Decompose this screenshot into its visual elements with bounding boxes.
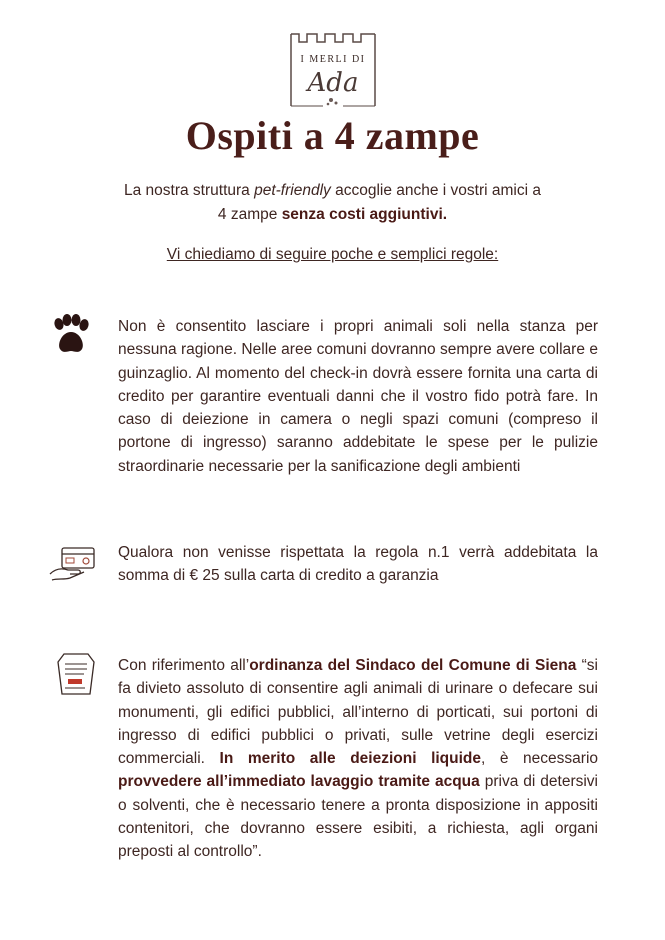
credit-card-hand-icon [48,544,98,589]
logo-brand-text: I MERLI DI [300,54,366,65]
intro-text: 4 zampe [217,206,282,223]
rule-3-bold: In merito alle deiezioni liquide [219,750,482,768]
rule-3-text [118,654,598,864]
paw-icon [48,314,92,361]
document-scroll-icon [54,650,98,703]
page-title: Ospiti a 4 zampe [185,113,480,158]
logo-script-text: Ada [307,68,359,98]
intro-italic: pet-friendly [254,182,331,199]
rule-3-bold: provvedere all’immediato lavaggio tramite acqua [118,773,480,791]
rule-3-part: , è necessario [481,750,599,768]
intro-text: accoglie anche i vostri amici a [330,182,541,199]
rule-3-bold: ordinanza del Sindaco del Comune di Siena [249,657,577,674]
intro-bold: senza costi aggiuntivi. [281,206,448,223]
rule-3-part: “si fa divieto assoluto di consentire agli animali di urinare o defecare sui monumenti, gli edifici pubblici, all’interno di porticati, sui portoni di ingresso di edifici pubblici o privati, sulle vetrine degli esercizi commerciali. [118,657,598,768]
rule-1-text: Non è consentito lasciare i propri animali soli nella stanza per nessuna ragione. Nelle aree comuni dovranno sempre avere collare e guinzaglio. Al momento del check-in dovrà essere fornita una carta di credito per garantire eventuali danni che il vostro fido potrà fare. In caso di deiezione in camera o negli spazi comuni (compreso il portone di ingresso) saranno addebitate le spese per le pulizie straordinarie necessarie per la sanificazione degli ambienti [118,318,598,475]
logo [283,28,383,110]
intro-text: La nostra struttura [124,182,255,199]
rules-subtitle: Vi chiediamo di seguire poche e semplici regole: [166,246,499,263]
rule-2-text: Qualora non venisse rispettata la regola n.1 verrà addebitata la somma di € 25 sulla carta di credito a garanzia [118,544,598,585]
rule-3-part: priva di detersivi o solventi, che è necessario tenere a pronta disposizione in appositi contenitori, che dovranno essere esibiti, a richiesta, agli organi preposti al controllo”. [118,773,598,861]
rule-3-part: Con riferimento all’ [118,657,250,674]
intro-paragraph [60,179,605,227]
